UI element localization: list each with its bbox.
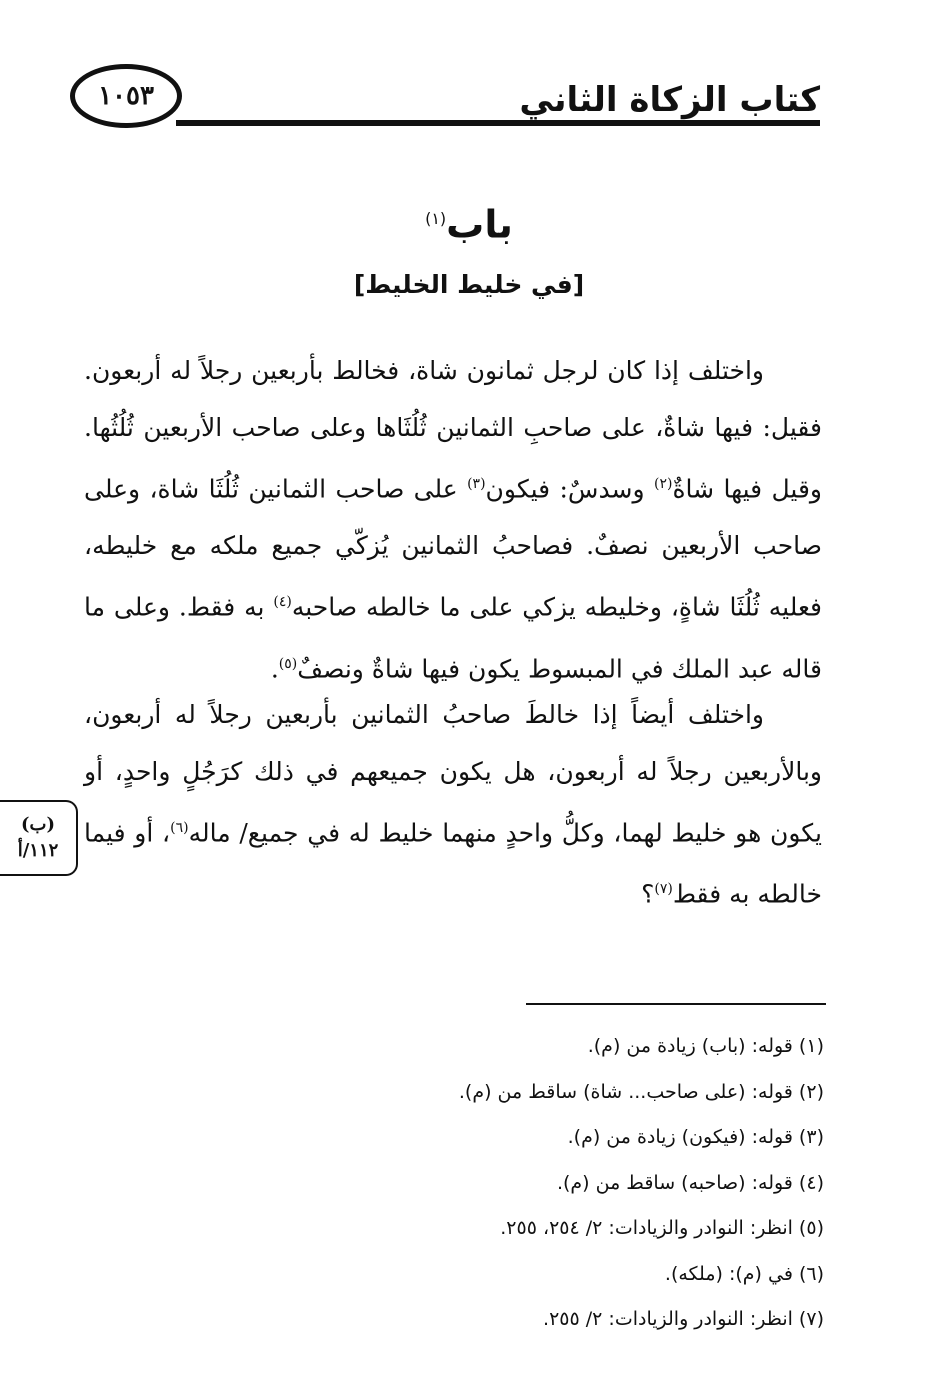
header-rule (176, 120, 820, 126)
body-paragraph-1 (84, 342, 822, 697)
paragraph-text: ؟ (641, 879, 655, 909)
chapter-heading-note: (١) (425, 209, 447, 228)
chapter-heading-text: باب (446, 202, 513, 247)
footnote-item: (٧) انظر: النوادر والزيادات: ٢/ ٢٥٥. (543, 1308, 824, 1330)
footnote-ref: (٢) (653, 476, 673, 492)
footnotes (264, 1024, 824, 1343)
folio-number: ١١٢/أ (17, 840, 59, 861)
manuscript-folio-marker (0, 800, 78, 876)
paragraph-text: . (270, 653, 279, 683)
footnote-ref: (٣) (467, 476, 486, 492)
footnote-ref: (٧) (654, 881, 673, 898)
page-number-oval (70, 64, 182, 128)
page-number: ١٠٥٣ (98, 81, 154, 111)
footnote-ref: (٤) (273, 594, 292, 611)
paragraph-text: واختلف إذا كان لرجل ثمانون شاة، فخالط بأربعين رجلاً له أربعون. فقيل: فيها شاةٌ، على صاحبِ الثمانين ثُلُثَاها وعلى صاحب الأربعين ثُلُثُها. وقيل فيها شاةٌ (84, 356, 822, 504)
footnote-ref: (٦) (170, 820, 189, 836)
chapter-heading (0, 194, 938, 250)
footnote-separator (526, 1003, 826, 1005)
folio-side: (ب) (20, 814, 55, 835)
paragraph-text: واختلف أيضاً إذا خالطَ صاحبُ الثمانين بأربعين رجلاً له أربعون، وبالأربعين رجلاً له أربعون، هل يكون جميعهم في ذلك كرَجُلٍ واحدٍ، أو يكون هو خليط لهما، وكلُّ واحدٍ منهما خليط له في جميع/ ماله (84, 700, 823, 848)
footnote-item: (٣) قوله: (فيكون) زيادة من (م). (567, 1126, 824, 1148)
paragraph-text: على صاحب الثمانين ثُلُثَا شاة، وعلى صاحب الأربعين نصفٌ. فصاحبُ الثمانين يُزكّي جميع ملكه مع خليطه، فعليه ثُلُثَا شاةٍ، وخليطه يزكي على ما خالطه صاحبه (84, 474, 822, 622)
footnote-item: (٢) قوله: (على صاحب... شاة) ساقط من (م). (458, 1080, 824, 1103)
paragraph-text: ، أو فيما خالطه به فقط (84, 818, 822, 909)
footnote-ref: (٥) (278, 655, 298, 672)
footnote-item: (٤) قوله: (صاحبه) ساقط من (م). (556, 1171, 824, 1194)
running-header-title: كتاب الزكاة الثاني (519, 80, 820, 120)
footnote-item: (٥) انظر: النوادر والزيادات: ٢/ ٢٥٤، ٢٥٥. (500, 1217, 824, 1239)
paragraph-text: به فقط. وعلى ما قاله عبد الملك في المبسوط يكون فيها شاةٌ ونصفٌ (84, 592, 822, 683)
footnote-item: (١) قوله: (باب) زيادة من (م). (587, 1035, 824, 1057)
body-paragraph-2 (84, 686, 822, 923)
footnote-item: (٦) في (م): (ملكه). (664, 1262, 824, 1285)
paragraph-text: وسدسٌ: فيكون (485, 474, 654, 504)
chapter-subheading: [في خليط الخليط] (353, 270, 585, 299)
